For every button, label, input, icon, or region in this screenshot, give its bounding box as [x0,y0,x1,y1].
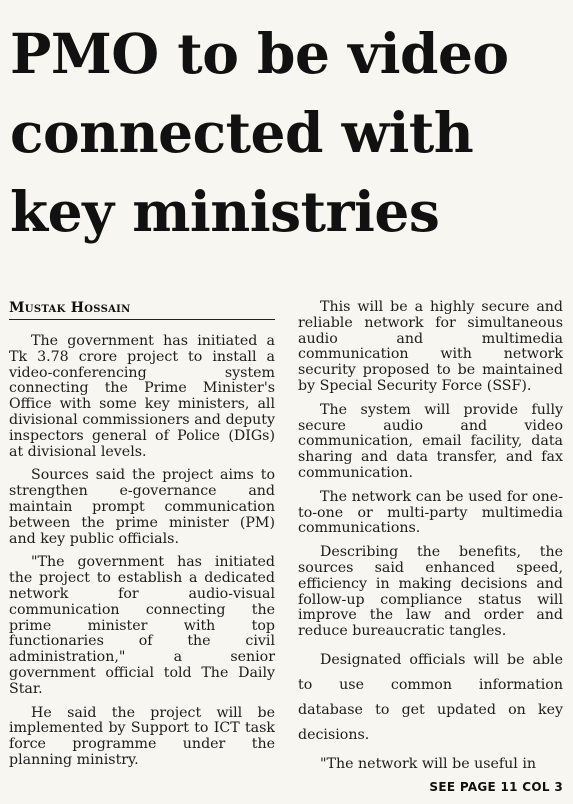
paragraph: The government has initiated a Tk 3.78 crore project to install a video-conferencing system connecting the Prime Minister's Office with some key ministers, all divisional commissioners and deputy inspectors general of Police (DIGs) at divisional levels. [9,333,275,460]
right-column [298,300,563,781]
headline-line: connected with [10,100,474,165]
paragraph: The network can be used for one-to-one or multi-party multimedia communications. [298,488,563,537]
paragraph: "The government has initiated the project to establish a dedicated network for audio-visual communication connecting the prime minister with top functionaries of the civil administration," a senior government official told The Daily Star. [9,554,275,697]
paragraph: Describing the benefits, the sources said enhanced speed, efficiency in making decisions and follow-up compliance status will improve the law and order and reduce bureaucratic tangles. [298,544,563,640]
paragraph: This will be a highly secure and reliable network for simultaneous audio and multimedia communication with network security proposed to be maintained by Special Security Force (SSF). [298,299,563,394]
left-column [9,334,275,777]
headline [10,14,566,251]
paragraph: The system will provide fully secure audio and video communication, email facility, data sharing and data transfer, and fax communication. [298,401,563,481]
headline-line: key ministries [10,179,440,244]
paragraph: "The network will be useful in [320,755,537,772]
paragraph: Designated officials will be able to use common information database to get updated on key decisions. [298,651,563,743]
paragraph: He said the project will be implemented by Support to ICT task force programme under the planning ministry. [9,704,275,768]
byline: Mustak Hossain [9,300,275,320]
paragraph: Sources said the project aims to strengthen e-governance and maintain prompt communication between the prime minister (PM) and key public officials. [9,467,275,547]
continuation-note: SEE PAGE 11 COL 3 [429,780,563,794]
headline-line: PMO to be video [10,21,509,86]
byline-block [9,300,275,330]
